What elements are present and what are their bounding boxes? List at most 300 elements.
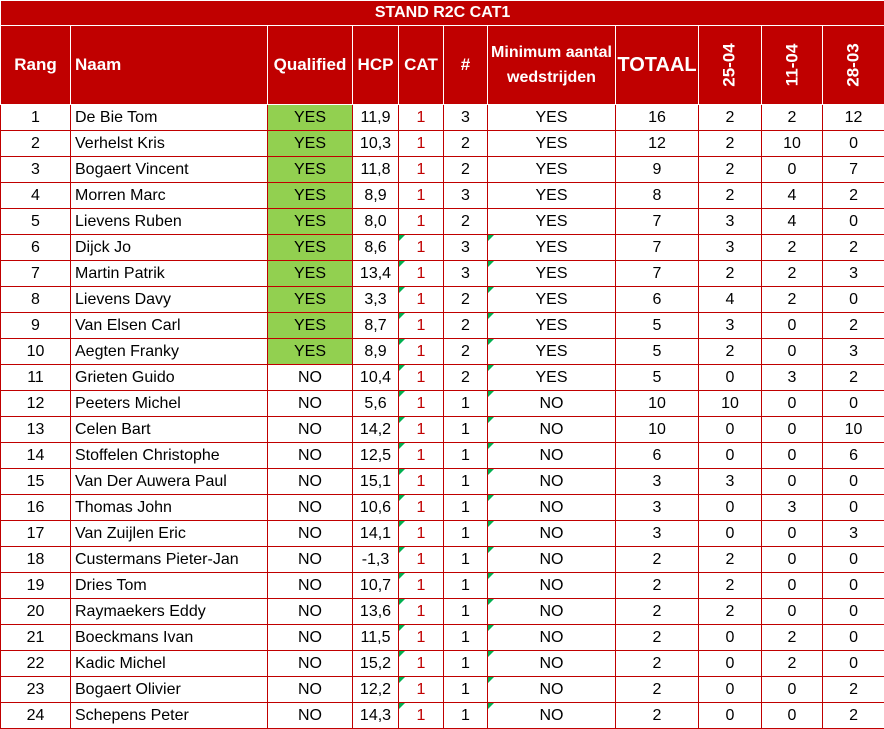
- cell-d3[interactable]: 0: [823, 547, 884, 573]
- cell-rang[interactable]: 9: [1, 313, 71, 339]
- cell-qualified[interactable]: NO: [268, 391, 353, 417]
- cell-d2[interactable]: 0: [762, 677, 823, 703]
- cell-count[interactable]: 1: [444, 703, 488, 729]
- cell-d3[interactable]: 0: [823, 469, 884, 495]
- cell-cat[interactable]: 1: [399, 339, 444, 365]
- table-row: [1, 443, 884, 469]
- cell-hcp[interactable]: 14,1: [353, 521, 399, 547]
- cell-hcp[interactable]: 12,2: [353, 677, 399, 703]
- cell-totaal[interactable]: 6: [616, 287, 699, 313]
- cell-totaal[interactable]: 2: [616, 573, 699, 599]
- cell-qualified[interactable]: YES: [268, 157, 353, 183]
- cell-rang[interactable]: 7: [1, 261, 71, 287]
- cell-d2[interactable]: 0: [762, 547, 823, 573]
- cell-qualified[interactable]: YES: [268, 209, 353, 235]
- cell-totaal[interactable]: 5: [616, 313, 699, 339]
- cell-hcp[interactable]: 10,3: [353, 131, 399, 157]
- cell-d1[interactable]: 0: [699, 703, 762, 729]
- cell-minimum[interactable]: NO: [488, 703, 616, 729]
- cell-hcp[interactable]: 13,6: [353, 599, 399, 625]
- cell-naam[interactable]: Grieten Guido: [71, 365, 268, 391]
- cell-d2[interactable]: 0: [762, 703, 823, 729]
- cell-hcp[interactable]: 14,2: [353, 417, 399, 443]
- cell-hcp[interactable]: 10,6: [353, 495, 399, 521]
- table-row: [1, 287, 884, 313]
- header-date-3: [823, 26, 884, 105]
- cell-d1[interactable]: 2: [699, 131, 762, 157]
- cell-minimum[interactable]: YES: [488, 365, 616, 391]
- cell-qualified[interactable]: YES: [268, 131, 353, 157]
- cell-qualified[interactable]: NO: [268, 417, 353, 443]
- cell-d1[interactable]: 0: [699, 495, 762, 521]
- cell-minimum[interactable]: NO: [488, 651, 616, 677]
- cell-d1[interactable]: 3: [699, 235, 762, 261]
- cell-count[interactable]: 3: [444, 183, 488, 209]
- cell-rang[interactable]: 20: [1, 599, 71, 625]
- cell-cat[interactable]: 1: [399, 209, 444, 235]
- cell-naam[interactable]: Martin Patrik: [71, 261, 268, 287]
- sheet-title: STAND R2C CAT1: [1, 1, 884, 26]
- table-row: [1, 599, 884, 625]
- cell-d1[interactable]: 0: [699, 521, 762, 547]
- cell-rang[interactable]: 1: [1, 105, 71, 131]
- cell-count[interactable]: 1: [444, 495, 488, 521]
- table-row: [1, 547, 884, 573]
- cell-count[interactable]: 1: [444, 469, 488, 495]
- cell-qualified[interactable]: YES: [268, 313, 353, 339]
- cell-d2[interactable]: 0: [762, 521, 823, 547]
- cell-count[interactable]: 2: [444, 339, 488, 365]
- cell-minimum[interactable]: NO: [488, 677, 616, 703]
- cell-d2[interactable]: 4: [762, 183, 823, 209]
- cell-hcp[interactable]: 8,7: [353, 313, 399, 339]
- cell-totaal[interactable]: 5: [616, 365, 699, 391]
- cell-totaal[interactable]: 7: [616, 261, 699, 287]
- cell-totaal[interactable]: 2: [616, 703, 699, 729]
- cell-d3[interactable]: 3: [823, 261, 884, 287]
- cell-cat[interactable]: 1: [399, 521, 444, 547]
- cell-totaal[interactable]: 7: [616, 209, 699, 235]
- cell-d3[interactable]: 0: [823, 625, 884, 651]
- cell-minimum[interactable]: YES: [488, 261, 616, 287]
- cell-d3[interactable]: 2: [823, 313, 884, 339]
- cell-cat[interactable]: 1: [399, 365, 444, 391]
- cell-d3[interactable]: 10: [823, 417, 884, 443]
- cell-rang[interactable]: 12: [1, 391, 71, 417]
- cell-totaal[interactable]: 2: [616, 677, 699, 703]
- cell-cat[interactable]: 1: [399, 495, 444, 521]
- cell-qualified[interactable]: YES: [268, 183, 353, 209]
- cell-hcp[interactable]: 8,6: [353, 235, 399, 261]
- header-cat: CAT: [399, 26, 444, 105]
- cell-minimum[interactable]: NO: [488, 417, 616, 443]
- cell-hcp[interactable]: 8,0: [353, 209, 399, 235]
- cell-cat[interactable]: 1: [399, 261, 444, 287]
- cell-d2[interactable]: 4: [762, 209, 823, 235]
- cell-hcp[interactable]: 15,1: [353, 469, 399, 495]
- cell-rang[interactable]: 2: [1, 131, 71, 157]
- header-row: [1, 26, 884, 105]
- cell-cat[interactable]: 1: [399, 391, 444, 417]
- cell-d2[interactable]: 0: [762, 391, 823, 417]
- cell-minimum[interactable]: NO: [488, 521, 616, 547]
- cell-count[interactable]: 2: [444, 365, 488, 391]
- cell-totaal[interactable]: 3: [616, 521, 699, 547]
- cell-hcp[interactable]: 13,4: [353, 261, 399, 287]
- header-date-1: [699, 26, 762, 105]
- cell-hcp[interactable]: -1,3: [353, 547, 399, 573]
- cell-count[interactable]: 2: [444, 313, 488, 339]
- cell-cat[interactable]: 1: [399, 625, 444, 651]
- cell-count[interactable]: 2: [444, 131, 488, 157]
- cell-rang[interactable]: 8: [1, 287, 71, 313]
- cell-minimum[interactable]: NO: [488, 443, 616, 469]
- cell-minimum[interactable]: NO: [488, 495, 616, 521]
- cell-qualified[interactable]: YES: [268, 235, 353, 261]
- cell-qualified[interactable]: NO: [268, 651, 353, 677]
- cell-qualified[interactable]: NO: [268, 443, 353, 469]
- cell-d1[interactable]: 2: [699, 261, 762, 287]
- cell-naam[interactable]: Aegten Franky: [71, 339, 268, 365]
- cell-naam[interactable]: Stoffelen Christophe: [71, 443, 268, 469]
- table-row: [1, 235, 884, 261]
- cell-cat[interactable]: 1: [399, 183, 444, 209]
- header-minimum: Minimum aantal wedstrijden: [488, 26, 616, 105]
- cell-d3[interactable]: 2: [823, 677, 884, 703]
- cell-hcp[interactable]: 5,6: [353, 391, 399, 417]
- header-count: #: [444, 26, 488, 105]
- cell-d2[interactable]: 10: [762, 131, 823, 157]
- cell-d2[interactable]: 3: [762, 495, 823, 521]
- cell-hcp[interactable]: 11,5: [353, 625, 399, 651]
- cell-d1[interactable]: 0: [699, 417, 762, 443]
- cell-qualified[interactable]: NO: [268, 599, 353, 625]
- cell-naam[interactable]: Bogaert Vincent: [71, 157, 268, 183]
- cell-hcp[interactable]: 8,9: [353, 339, 399, 365]
- cell-rang[interactable]: 14: [1, 443, 71, 469]
- cell-rang[interactable]: 4: [1, 183, 71, 209]
- cell-d2[interactable]: 2: [762, 261, 823, 287]
- cell-naam[interactable]: De Bie Tom: [71, 105, 268, 131]
- cell-count[interactable]: 1: [444, 573, 488, 599]
- table-row: [1, 703, 884, 729]
- table-row: [1, 677, 884, 703]
- cell-d2[interactable]: 0: [762, 339, 823, 365]
- cell-totaal[interactable]: 12: [616, 131, 699, 157]
- cell-hcp[interactable]: 15,2: [353, 651, 399, 677]
- cell-hcp[interactable]: 11,9: [353, 105, 399, 131]
- cell-count[interactable]: 1: [444, 547, 488, 573]
- cell-cat[interactable]: 1: [399, 599, 444, 625]
- cell-minimum[interactable]: NO: [488, 469, 616, 495]
- cell-cat[interactable]: 1: [399, 105, 444, 131]
- cell-d2[interactable]: 0: [762, 313, 823, 339]
- cell-rang[interactable]: 17: [1, 521, 71, 547]
- cell-hcp[interactable]: 12,5: [353, 443, 399, 469]
- cell-minimum[interactable]: YES: [488, 313, 616, 339]
- cell-qualified[interactable]: NO: [268, 521, 353, 547]
- cell-d3[interactable]: 7: [823, 157, 884, 183]
- table-row: [1, 261, 884, 287]
- table-row: [1, 313, 884, 339]
- header-date-1-label: 25-04: [719, 43, 739, 87]
- cell-totaal[interactable]: 3: [616, 495, 699, 521]
- cell-rang[interactable]: 15: [1, 469, 71, 495]
- cell-qualified[interactable]: YES: [268, 261, 353, 287]
- cell-minimum[interactable]: NO: [488, 391, 616, 417]
- cell-minimum[interactable]: YES: [488, 235, 616, 261]
- cell-d2[interactable]: 2: [762, 287, 823, 313]
- cell-d2[interactable]: 2: [762, 625, 823, 651]
- cell-count[interactable]: 1: [444, 521, 488, 547]
- cell-naam[interactable]: Celen Bart: [71, 417, 268, 443]
- cell-naam[interactable]: Morren Marc: [71, 183, 268, 209]
- table-row: [1, 521, 884, 547]
- cell-naam[interactable]: Schepens Peter: [71, 703, 268, 729]
- table-row: [1, 495, 884, 521]
- cell-minimum[interactable]: YES: [488, 339, 616, 365]
- table-row: [1, 469, 884, 495]
- cell-d3[interactable]: 0: [823, 391, 884, 417]
- cell-d3[interactable]: 0: [823, 573, 884, 599]
- header-date-2: [762, 26, 823, 105]
- cell-d1[interactable]: 2: [699, 599, 762, 625]
- cell-count[interactable]: 1: [444, 599, 488, 625]
- header-qualified: Qualified: [268, 26, 353, 105]
- cell-count[interactable]: 1: [444, 677, 488, 703]
- cell-cat[interactable]: 1: [399, 157, 444, 183]
- cell-cat[interactable]: 1: [399, 547, 444, 573]
- cell-naam[interactable]: Thomas John: [71, 495, 268, 521]
- header-hcp: HCP: [353, 26, 399, 105]
- cell-qualified[interactable]: YES: [268, 105, 353, 131]
- cell-d1[interactable]: 2: [699, 105, 762, 131]
- cell-cat[interactable]: 1: [399, 417, 444, 443]
- cell-cat[interactable]: 1: [399, 651, 444, 677]
- cell-minimum[interactable]: NO: [488, 599, 616, 625]
- cell-rang[interactable]: 3: [1, 157, 71, 183]
- cell-d1[interactable]: 2: [699, 157, 762, 183]
- cell-cat[interactable]: 1: [399, 287, 444, 313]
- cell-naam[interactable]: Van Der Auwera Paul: [71, 469, 268, 495]
- header-rang: Rang: [1, 26, 71, 105]
- cell-totaal[interactable]: 7: [616, 235, 699, 261]
- cell-d2[interactable]: 0: [762, 599, 823, 625]
- cell-totaal[interactable]: 5: [616, 339, 699, 365]
- cell-naam[interactable]: Peeters Michel: [71, 391, 268, 417]
- cell-d2[interactable]: 0: [762, 157, 823, 183]
- cell-qualified[interactable]: YES: [268, 287, 353, 313]
- header-totaal: TOTAAL: [616, 26, 699, 105]
- cell-rang[interactable]: 18: [1, 547, 71, 573]
- cell-d3[interactable]: 0: [823, 131, 884, 157]
- cell-qualified[interactable]: NO: [268, 469, 353, 495]
- cell-cat[interactable]: 1: [399, 443, 444, 469]
- cell-hcp[interactable]: 8,9: [353, 183, 399, 209]
- cell-count[interactable]: 2: [444, 287, 488, 313]
- cell-hcp[interactable]: 14,3: [353, 703, 399, 729]
- cell-hcp[interactable]: 10,4: [353, 365, 399, 391]
- cell-d1[interactable]: 0: [699, 651, 762, 677]
- cell-d3[interactable]: 2: [823, 703, 884, 729]
- cell-hcp[interactable]: 11,8: [353, 157, 399, 183]
- cell-totaal[interactable]: 10: [616, 391, 699, 417]
- cell-rang[interactable]: 11: [1, 365, 71, 391]
- cell-minimum[interactable]: YES: [488, 131, 616, 157]
- cell-hcp[interactable]: 10,7: [353, 573, 399, 599]
- cell-naam[interactable]: Van Elsen Carl: [71, 313, 268, 339]
- cell-d1[interactable]: 2: [699, 573, 762, 599]
- cell-totaal[interactable]: 2: [616, 599, 699, 625]
- cell-rang[interactable]: 24: [1, 703, 71, 729]
- cell-d3[interactable]: 0: [823, 651, 884, 677]
- cell-count[interactable]: 1: [444, 417, 488, 443]
- cell-qualified[interactable]: YES: [268, 339, 353, 365]
- table-row: [1, 391, 884, 417]
- cell-d1[interactable]: 3: [699, 209, 762, 235]
- cell-totaal[interactable]: 9: [616, 157, 699, 183]
- cell-minimum[interactable]: YES: [488, 105, 616, 131]
- table-row: [1, 105, 884, 131]
- cell-cat[interactable]: 1: [399, 703, 444, 729]
- cell-count[interactable]: 3: [444, 235, 488, 261]
- table-row: [1, 339, 884, 365]
- cell-d3[interactable]: 0: [823, 209, 884, 235]
- cell-totaal[interactable]: 2: [616, 547, 699, 573]
- cell-count[interactable]: 2: [444, 209, 488, 235]
- cell-d3[interactable]: 12: [823, 105, 884, 131]
- cell-d2[interactable]: 2: [762, 651, 823, 677]
- cell-hcp[interactable]: 3,3: [353, 287, 399, 313]
- cell-qualified[interactable]: NO: [268, 573, 353, 599]
- cell-d3[interactable]: 0: [823, 599, 884, 625]
- table-row: [1, 183, 884, 209]
- cell-rang[interactable]: 16: [1, 495, 71, 521]
- cell-qualified[interactable]: NO: [268, 703, 353, 729]
- cell-d3[interactable]: 2: [823, 183, 884, 209]
- cell-naam[interactable]: Kadic Michel: [71, 651, 268, 677]
- cell-d3[interactable]: 2: [823, 365, 884, 391]
- cell-cat[interactable]: 1: [399, 131, 444, 157]
- table-row: [1, 625, 884, 651]
- cell-d1[interactable]: 2: [699, 339, 762, 365]
- cell-count[interactable]: 3: [444, 105, 488, 131]
- cell-count[interactable]: 1: [444, 651, 488, 677]
- cell-minimum[interactable]: YES: [488, 209, 616, 235]
- cell-d3[interactable]: 3: [823, 339, 884, 365]
- title-row: [1, 1, 884, 26]
- cell-minimum[interactable]: YES: [488, 183, 616, 209]
- cell-count[interactable]: 1: [444, 625, 488, 651]
- cell-d3[interactable]: 2: [823, 235, 884, 261]
- cell-naam[interactable]: Lievens Davy: [71, 287, 268, 313]
- cell-rang[interactable]: 10: [1, 339, 71, 365]
- cell-minimum[interactable]: NO: [488, 547, 616, 573]
- cell-naam[interactable]: Lievens Ruben: [71, 209, 268, 235]
- cell-totaal[interactable]: 8: [616, 183, 699, 209]
- cell-naam[interactable]: Raymaekers Eddy: [71, 599, 268, 625]
- cell-rang[interactable]: 13: [1, 417, 71, 443]
- cell-d1[interactable]: 2: [699, 183, 762, 209]
- cell-totaal[interactable]: 16: [616, 105, 699, 131]
- cell-naam[interactable]: Van Zuijlen Eric: [71, 521, 268, 547]
- table-row: [1, 131, 884, 157]
- cell-naam[interactable]: Dries Tom: [71, 573, 268, 599]
- cell-totaal[interactable]: 2: [616, 651, 699, 677]
- cell-d1[interactable]: 3: [699, 469, 762, 495]
- cell-cat[interactable]: 1: [399, 469, 444, 495]
- cell-d1[interactable]: 0: [699, 365, 762, 391]
- cell-d2[interactable]: 0: [762, 417, 823, 443]
- table-row: [1, 157, 884, 183]
- cell-minimum[interactable]: YES: [488, 157, 616, 183]
- cell-d3[interactable]: 0: [823, 495, 884, 521]
- cell-d1[interactable]: 3: [699, 313, 762, 339]
- cell-d1[interactable]: 0: [699, 677, 762, 703]
- cell-qualified[interactable]: NO: [268, 625, 353, 651]
- cell-naam[interactable]: Verhelst Kris: [71, 131, 268, 157]
- cell-d3[interactable]: 0: [823, 287, 884, 313]
- header-date-3-label: 28-03: [843, 43, 863, 87]
- cell-cat[interactable]: 1: [399, 313, 444, 339]
- cell-totaal[interactable]: 3: [616, 469, 699, 495]
- cell-naam[interactable]: Custermans Pieter-Jan: [71, 547, 268, 573]
- cell-minimum[interactable]: NO: [488, 573, 616, 599]
- table-row: [1, 417, 884, 443]
- cell-d1[interactable]: 2: [699, 547, 762, 573]
- cell-naam[interactable]: Boeckmans Ivan: [71, 625, 268, 651]
- cell-qualified[interactable]: NO: [268, 365, 353, 391]
- cell-rang[interactable]: 5: [1, 209, 71, 235]
- cell-d2[interactable]: 0: [762, 443, 823, 469]
- cell-d2[interactable]: 3: [762, 365, 823, 391]
- cell-d2[interactable]: 0: [762, 469, 823, 495]
- cell-qualified[interactable]: NO: [268, 547, 353, 573]
- cell-rang[interactable]: 6: [1, 235, 71, 261]
- cell-count[interactable]: 1: [444, 391, 488, 417]
- cell-count[interactable]: 1: [444, 443, 488, 469]
- cell-naam[interactable]: Bogaert Olivier: [71, 677, 268, 703]
- cell-d1[interactable]: 0: [699, 625, 762, 651]
- cell-d3[interactable]: 6: [823, 443, 884, 469]
- cell-minimum[interactable]: YES: [488, 287, 616, 313]
- cell-minimum[interactable]: NO: [488, 625, 616, 651]
- cell-count[interactable]: 2: [444, 157, 488, 183]
- cell-cat[interactable]: 1: [399, 235, 444, 261]
- cell-totaal[interactable]: 6: [616, 443, 699, 469]
- cell-d2[interactable]: 2: [762, 235, 823, 261]
- cell-totaal[interactable]: 2: [616, 625, 699, 651]
- cell-totaal[interactable]: 10: [616, 417, 699, 443]
- cell-d1[interactable]: 0: [699, 443, 762, 469]
- cell-cat[interactable]: 1: [399, 573, 444, 599]
- cell-cat[interactable]: 1: [399, 677, 444, 703]
- cell-d1[interactable]: 10: [699, 391, 762, 417]
- cell-d2[interactable]: 2: [762, 105, 823, 131]
- cell-rang[interactable]: 22: [1, 651, 71, 677]
- header-date-2-label: 11-04: [781, 43, 801, 87]
- cell-count[interactable]: 3: [444, 261, 488, 287]
- cell-qualified[interactable]: NO: [268, 677, 353, 703]
- cell-rang[interactable]: 21: [1, 625, 71, 651]
- cell-d3[interactable]: 3: [823, 521, 884, 547]
- cell-d2[interactable]: 0: [762, 573, 823, 599]
- cell-rang[interactable]: 23: [1, 677, 71, 703]
- cell-naam[interactable]: Dijck Jo: [71, 235, 268, 261]
- cell-d1[interactable]: 4: [699, 287, 762, 313]
- cell-qualified[interactable]: NO: [268, 495, 353, 521]
- cell-rang[interactable]: 19: [1, 573, 71, 599]
